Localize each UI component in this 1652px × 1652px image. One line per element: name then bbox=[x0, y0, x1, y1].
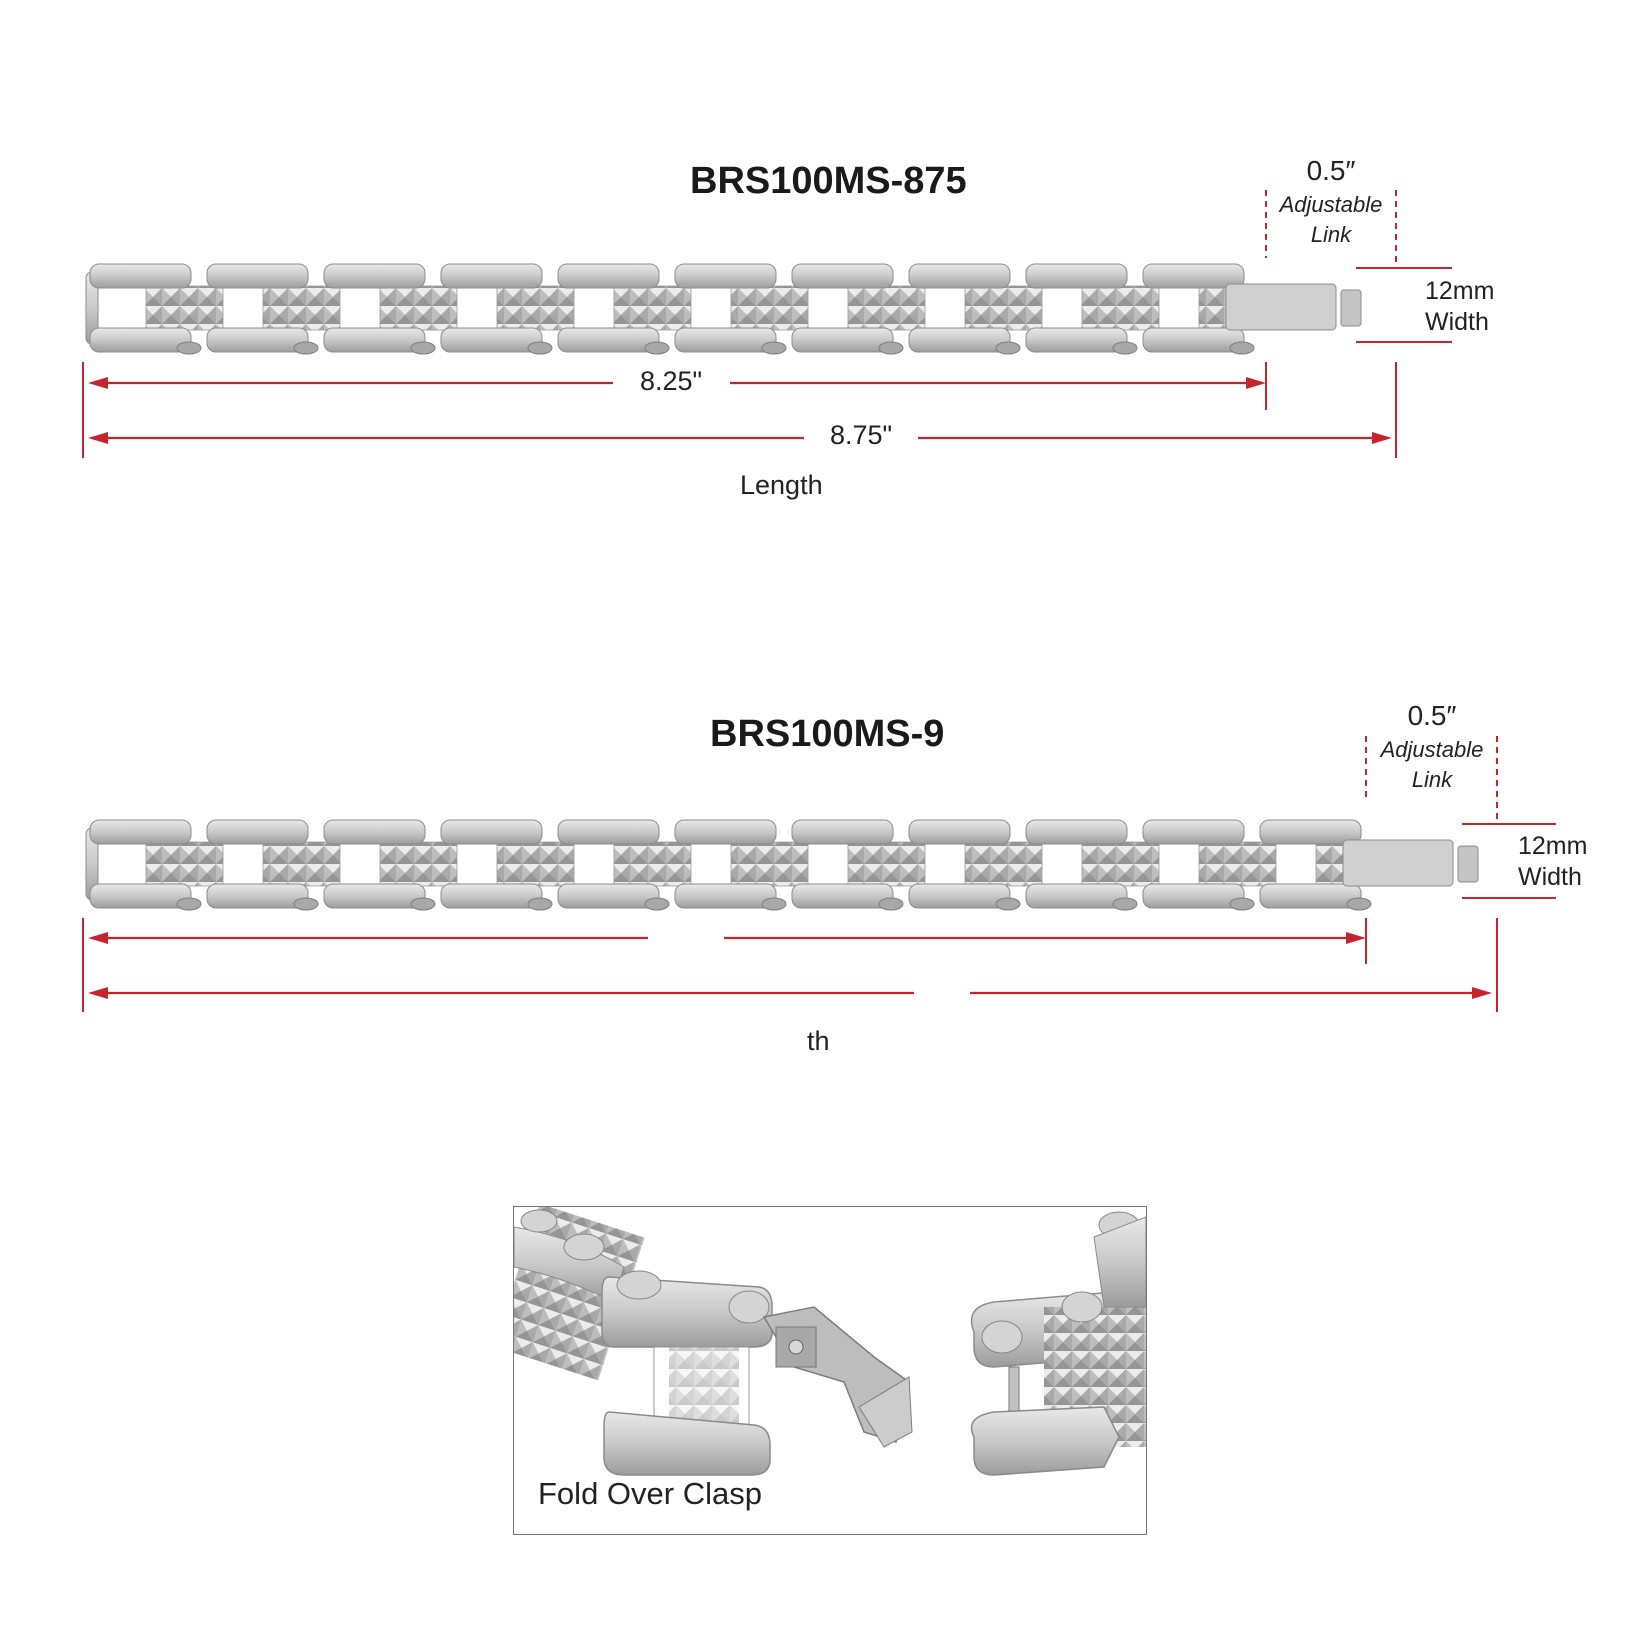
pyramid-strip bbox=[146, 842, 223, 886]
link-rivet bbox=[411, 898, 435, 910]
link-bottom-plate bbox=[207, 884, 308, 908]
clasp-left-end bbox=[514, 1207, 772, 1475]
link-top-plate bbox=[1143, 820, 1244, 844]
link-top-plate bbox=[909, 820, 1010, 844]
link-bottom-plate bbox=[1026, 328, 1127, 352]
link-rivet bbox=[1230, 342, 1254, 354]
pyramid-strip bbox=[380, 286, 457, 330]
pyramid-strip bbox=[1082, 286, 1159, 330]
clasp-detail-panel bbox=[513, 1206, 1147, 1535]
pyramid-strip bbox=[263, 286, 340, 330]
link-top-plate bbox=[207, 820, 308, 844]
link-rivet bbox=[1113, 342, 1137, 354]
link-rivet bbox=[879, 342, 903, 354]
link-top-plate bbox=[324, 820, 425, 844]
bracelet-875-image bbox=[86, 264, 1361, 354]
link-rivet bbox=[294, 898, 318, 910]
link-rivet bbox=[1113, 898, 1137, 910]
link-rivet bbox=[294, 342, 318, 354]
adjustable-label-9 bbox=[1362, 735, 1502, 795]
arrowhead-right bbox=[1246, 377, 1266, 389]
link-top-plate bbox=[324, 264, 425, 288]
link-top-plate bbox=[675, 264, 776, 288]
pyramid-strip bbox=[731, 286, 808, 330]
pyramid-strip bbox=[848, 286, 925, 330]
arrowhead-right bbox=[1472, 987, 1492, 999]
link-bottom-plate bbox=[909, 884, 1010, 908]
link-rivet bbox=[996, 898, 1020, 910]
link-rivet bbox=[762, 898, 786, 910]
pyramid-strip bbox=[731, 842, 808, 886]
link-top-plate bbox=[792, 820, 893, 844]
link-top-plate bbox=[558, 820, 659, 844]
link-rivet bbox=[528, 342, 552, 354]
link-bottom-plate bbox=[441, 328, 542, 352]
pyramid-strip bbox=[146, 286, 223, 330]
clasp-tip bbox=[1458, 846, 1478, 882]
full-length-arrow bbox=[88, 432, 1392, 444]
link-bottom-plate bbox=[90, 328, 191, 352]
pyramid-strip bbox=[614, 286, 691, 330]
link-top-plate bbox=[441, 820, 542, 844]
arrowhead-left bbox=[88, 432, 108, 444]
link-bottom-plate bbox=[1143, 884, 1244, 908]
link-rivet bbox=[177, 342, 201, 354]
link-top-plate bbox=[90, 820, 191, 844]
width-caption: Width bbox=[1425, 308, 1489, 336]
full-length-value-875: 8.75" bbox=[820, 420, 902, 451]
pyramid-strip bbox=[965, 286, 1042, 330]
link-rivet bbox=[411, 342, 435, 354]
link-top-plate bbox=[1026, 820, 1127, 844]
arrowhead-right bbox=[1372, 432, 1392, 444]
pyramid-strip bbox=[848, 842, 925, 886]
length-label-9: th bbox=[807, 1026, 830, 1056]
link-rivet bbox=[762, 342, 786, 354]
link-top-plate bbox=[441, 264, 542, 288]
link-rivet bbox=[1230, 898, 1254, 910]
link-bottom-plate bbox=[90, 884, 191, 908]
adjustable-label-875 bbox=[1261, 190, 1401, 250]
pyramid-strip bbox=[497, 842, 574, 886]
link-rivet bbox=[1347, 898, 1371, 910]
adjustable-value-9: 0.5″ bbox=[1407, 700, 1457, 731]
adjustable-value-875: 0.5″ bbox=[1306, 155, 1356, 186]
pyramid-strip bbox=[614, 842, 691, 886]
link-rivet bbox=[645, 342, 669, 354]
pyramid-strip bbox=[497, 286, 574, 330]
link-bottom-plate bbox=[324, 884, 425, 908]
link-top-plate bbox=[909, 264, 1010, 288]
link-rivet bbox=[996, 342, 1020, 354]
pyramid-strip bbox=[380, 842, 457, 886]
width-label-875 bbox=[1425, 276, 1494, 338]
arrowhead-right bbox=[1346, 932, 1366, 944]
link-bottom-plate bbox=[675, 884, 776, 908]
link-bottom-plate bbox=[792, 328, 893, 352]
short-length-arrow bbox=[88, 932, 1366, 944]
clasp-tip bbox=[1341, 290, 1361, 326]
link-bottom-plate bbox=[675, 328, 776, 352]
link-rivet bbox=[645, 898, 669, 910]
link-bottom-plate bbox=[558, 328, 659, 352]
model-title-9: BRS100MS-9 bbox=[710, 713, 945, 755]
link-top-plate bbox=[675, 820, 776, 844]
width-label-9 bbox=[1518, 831, 1587, 893]
fold-over-clasp-hinge bbox=[764, 1307, 912, 1447]
link-bottom-plate bbox=[441, 884, 542, 908]
clasp-caption: Fold Over Clasp bbox=[538, 1476, 762, 1511]
width-value: 12mm bbox=[1425, 277, 1495, 305]
short-length-value-875: 8.25" bbox=[630, 366, 712, 397]
link-top-plate bbox=[90, 264, 191, 288]
clasp-tongue bbox=[1343, 840, 1453, 886]
arrowhead-left bbox=[88, 987, 108, 999]
link-rivet bbox=[528, 898, 552, 910]
arrowhead-left bbox=[88, 377, 108, 389]
link-bottom-plate bbox=[792, 884, 893, 908]
length-label-875: Length bbox=[740, 470, 823, 500]
link-rivet bbox=[177, 898, 201, 910]
link-rivet bbox=[879, 898, 903, 910]
link-bottom-plate bbox=[909, 328, 1010, 352]
link-top-plate bbox=[558, 264, 659, 288]
full-length-arrow bbox=[88, 987, 1492, 999]
adjustable-label-line1: Adjustable bbox=[1380, 737, 1484, 762]
pyramid-strip bbox=[263, 842, 340, 886]
link-top-plate bbox=[1026, 264, 1127, 288]
link-bottom-plate bbox=[1026, 884, 1127, 908]
pyramid-strip bbox=[1082, 842, 1159, 886]
link-bottom-plate bbox=[558, 884, 659, 908]
link-bottom-plate bbox=[324, 328, 425, 352]
pyramid-strip bbox=[1199, 842, 1276, 886]
model-title-875: BRS100MS-875 bbox=[690, 160, 967, 202]
link-bottom-plate bbox=[207, 328, 308, 352]
adjustable-label-line2: Link bbox=[1411, 767, 1453, 792]
pyramid-strip bbox=[965, 842, 1042, 886]
adjustable-label-line2: Link bbox=[1310, 222, 1352, 247]
width-caption: Width bbox=[1518, 863, 1582, 891]
width-value: 12mm bbox=[1518, 832, 1588, 860]
adjustable-label-line1: Adjustable bbox=[1279, 192, 1383, 217]
link-bottom-plate bbox=[1260, 884, 1361, 908]
clasp-right-end bbox=[972, 1212, 1147, 1475]
clasp-tongue bbox=[1226, 284, 1336, 330]
link-top-plate bbox=[792, 264, 893, 288]
arrowhead-left bbox=[88, 932, 108, 944]
bracelet-9-image bbox=[86, 820, 1478, 910]
link-bottom-plate bbox=[1143, 328, 1244, 352]
link-top-plate bbox=[207, 264, 308, 288]
